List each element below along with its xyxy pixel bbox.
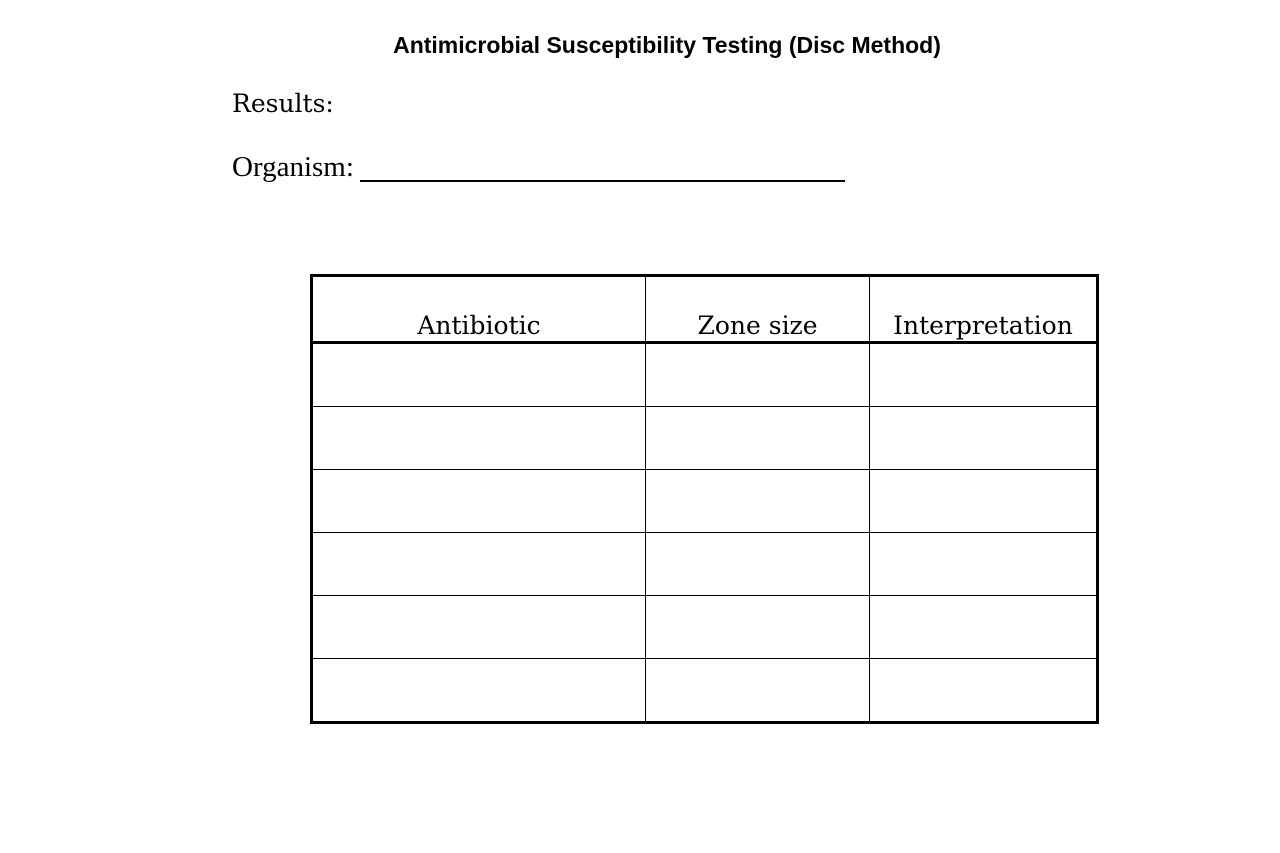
table-header-row [312, 276, 1098, 343]
cell-zone-size [646, 343, 870, 407]
cell-interpretation [870, 470, 1098, 533]
table-row [312, 533, 1098, 596]
cell-antibiotic [312, 407, 646, 470]
cell-interpretation [870, 407, 1098, 470]
table-row [312, 470, 1098, 533]
cell-zone-size [646, 533, 870, 596]
table-row [312, 659, 1098, 723]
results-label: Results: [232, 89, 334, 118]
cell-antibiotic [312, 533, 646, 596]
cell-zone-size [646, 659, 870, 723]
organism-label: Organism: [232, 151, 354, 183]
cell-antibiotic [312, 343, 646, 407]
cell-antibiotic [312, 659, 646, 723]
table-row [312, 407, 1098, 470]
cell-antibiotic [312, 470, 646, 533]
cell-interpretation [870, 596, 1098, 659]
organism-blank-line [360, 180, 845, 182]
header-antibiotic: Antibiotic [312, 276, 646, 343]
cell-interpretation [870, 343, 1098, 407]
header-interpretation: Interpretation [870, 276, 1098, 343]
cell-zone-size [646, 407, 870, 470]
cell-zone-size [646, 596, 870, 659]
header-zone-size: Zone size [646, 276, 870, 343]
cell-interpretation [870, 533, 1098, 596]
cell-antibiotic [312, 596, 646, 659]
organism-field-row [232, 150, 852, 186]
cell-interpretation [870, 659, 1098, 723]
results-table [310, 274, 1099, 724]
document-title: Antimicrobial Susceptibility Testing (Disc Method) [393, 32, 941, 58]
table-row [312, 343, 1098, 407]
cell-zone-size [646, 470, 870, 533]
table-row [312, 596, 1098, 659]
